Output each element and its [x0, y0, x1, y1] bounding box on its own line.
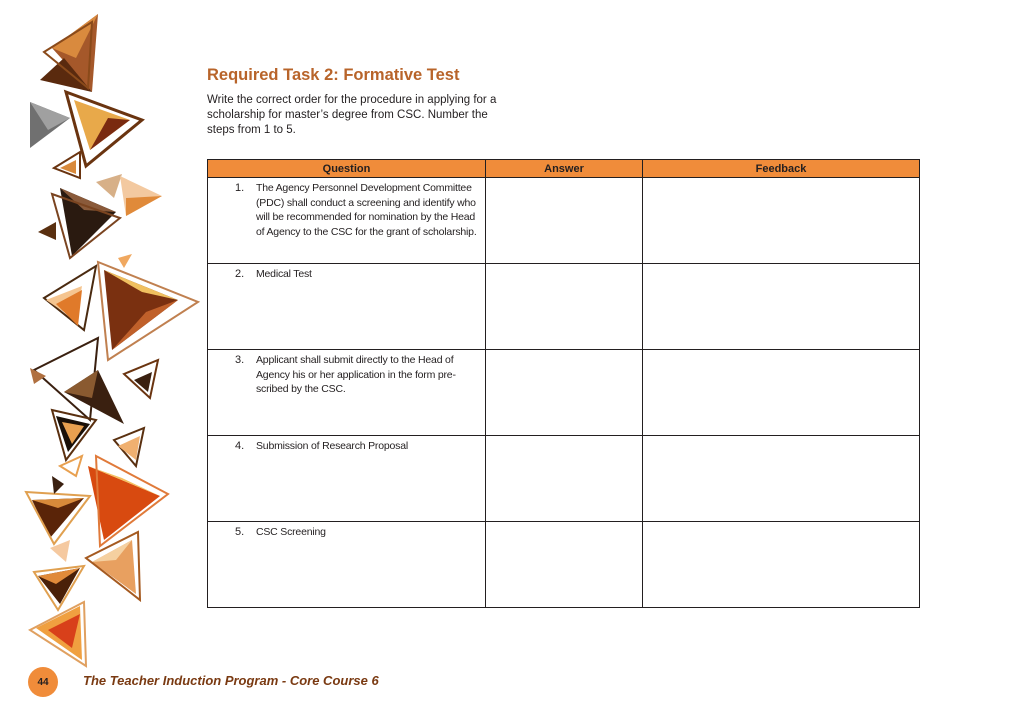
- question-text: Applicant shall submit directly to the Head of Agency his or her application in the form pre-scribed by the CSC.: [256, 354, 456, 395]
- answer-cell[interactable]: [486, 350, 643, 436]
- answer-cell[interactable]: [486, 264, 643, 350]
- table-row: [208, 522, 920, 608]
- feedback-cell[interactable]: [643, 522, 920, 608]
- feedback-cell[interactable]: [643, 436, 920, 522]
- task-title: Required Task 2: Formative Test: [207, 66, 460, 84]
- answer-header: Answer: [486, 160, 643, 178]
- answer-cell[interactable]: [486, 522, 643, 608]
- table-row: [208, 178, 920, 264]
- question-number: 3.: [235, 354, 245, 366]
- table-row: [208, 350, 920, 436]
- question-number: 5.: [235, 526, 245, 538]
- feedback-cell[interactable]: [643, 178, 920, 264]
- page-number-badge: 44: [28, 667, 58, 697]
- table-row: [208, 436, 920, 522]
- question-number: 2.: [235, 268, 245, 280]
- question-text: The Agency Personnel Development Committee (PDC) shall conduct a screening and identify who will be recommended for nomination by the Head of Agency to the CSC for the grant of scholarship.: [256, 182, 477, 238]
- answer-cell[interactable]: [486, 436, 643, 522]
- question-cell: [208, 522, 486, 608]
- question-cell: [208, 436, 486, 522]
- course-title: The Teacher Induction Program - Core Course 6: [83, 673, 379, 688]
- table-header-row: [208, 160, 920, 178]
- question-text: Medical Test: [256, 268, 312, 280]
- question-cell: [208, 178, 486, 264]
- question-text: Submission of Research Proposal: [256, 440, 408, 452]
- formative-test-table: [207, 159, 920, 608]
- question-cell: [208, 264, 486, 350]
- question-header: Question: [208, 160, 486, 178]
- question-number: 1.: [235, 182, 245, 194]
- task-instructions: Write the correct order for the procedure in applying for a scholarship for master’s degree from CSC. Number the steps from 1 to 5.: [207, 94, 497, 136]
- feedback-cell[interactable]: [643, 264, 920, 350]
- answer-cell[interactable]: [486, 178, 643, 264]
- feedback-cell[interactable]: [643, 350, 920, 436]
- feedback-header: Feedback: [643, 160, 920, 178]
- question-cell: [208, 350, 486, 436]
- question-text: CSC Screening: [256, 526, 326, 538]
- question-number: 4.: [235, 440, 245, 452]
- table-row: [208, 264, 920, 350]
- triangle-pattern-decoration: [0, 0, 210, 724]
